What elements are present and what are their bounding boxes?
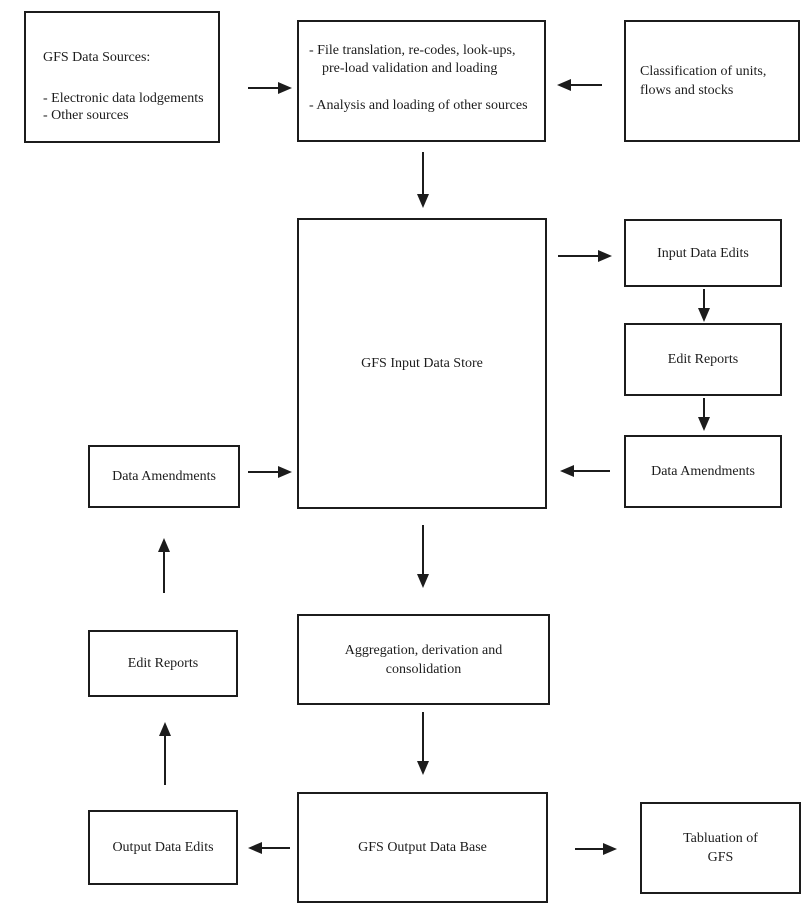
box-edit-reports-right [624,323,782,396]
arrow-output-database-to-output-data-edits [262,847,290,849]
tabulation-line2: GFS [707,850,734,865]
arrow-aggregation-to-output-database [422,712,424,761]
box-input-data-edits [624,219,782,287]
aggregation-line2: consolidation [385,661,462,677]
arrow-input-store-to-aggregation [422,525,424,574]
arrow-output-data-edits-to-edit-reports-left [164,736,166,785]
box-aggregation [297,614,550,705]
arrow-input-data-edits-to-edit-reports [703,289,705,308]
box-gfs-input-data-store [297,218,547,509]
arrow-output-database-to-tabulation [575,848,603,850]
arrow-edit-reports-left-to-data-amendments-left [163,552,165,593]
data-amendments-left-label: Data Amendments [112,469,216,484]
edit-reports-left-label: Edit Reports [127,656,199,671]
box-output-data-edits [88,810,238,885]
gfs-data-sources-item-other: - Other sources [43,108,129,123]
box-data-amendments-right [624,435,782,508]
arrow-input-store-to-input-data-edits [558,255,598,257]
classification-line2: flows and stocks [640,83,734,98]
box-classification [624,20,800,142]
aggregation-line1: Aggregation, derivation and [344,642,503,658]
data-amendments-right-label: Data Amendments [651,464,755,479]
arrow-data-sources-to-processing [248,87,278,89]
gfs-input-data-store-label: GFS Input Data Store [361,356,483,371]
box-gfs-data-sources [24,11,220,143]
arrow-classification-to-processing [571,84,602,86]
box-gfs-output-data-base [297,792,548,903]
output-data-edits-label: Output Data Edits [112,840,214,855]
arrow-edit-reports-to-data-amendments-right [703,398,705,417]
input-data-edits-label: Input Data Edits [657,245,749,261]
arrow-data-amendments-left-to-input-store [248,471,278,473]
gfs-data-sources-title: GFS Data Sources: [43,50,151,65]
processing-item2: - Analysis and loading of other sources [309,98,528,113]
processing-item1-line1: - File translation, re-codes, look-ups, [309,43,516,58]
gfs-output-data-base-label: GFS Output Data Base [358,840,487,855]
gfs-data-sources-item-electronic: - Electronic data lodgements [43,91,204,106]
classification-line1: Classification of units, [640,64,767,79]
arrow-data-amendments-right-to-input-store [574,470,610,472]
tabulation-line1: Tabluation of [683,831,758,846]
processing-item1-line2: pre-load validation and loading [322,61,498,76]
edit-reports-right-label: Edit Reports [667,352,739,367]
box-edit-reports-left [88,630,238,697]
arrow-processing-to-input-store [422,152,424,194]
box-data-amendments-left [88,445,240,508]
box-tabulation-of-gfs [640,802,801,894]
box-file-translation-processing [297,20,546,142]
